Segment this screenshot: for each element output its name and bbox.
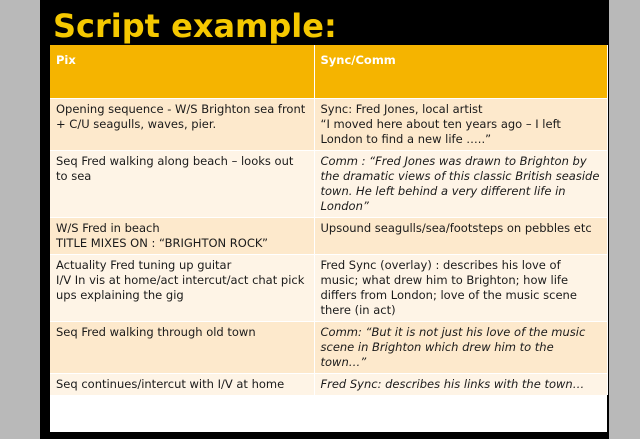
pix-cell: Seq Fred walking through old town <box>50 322 314 374</box>
script-table <box>50 45 608 395</box>
sync-comm-cell: Comm : “Fred Jones was drawn to Brighton by the dramatic views of this classic British seaside town. He left behind a very different life in London” <box>314 151 607 218</box>
slide-title: Script example: <box>53 7 337 45</box>
table-row <box>50 99 607 151</box>
table-header-row <box>50 45 607 99</box>
pix-cell: W/S Fred in beach TITLE MIXES ON : “BRIGHTON ROCK” <box>50 218 314 255</box>
header-pix: Pix <box>50 45 314 99</box>
table-row <box>50 151 607 218</box>
pix-cell: Seq Fred walking along beach – looks out to sea <box>50 151 314 218</box>
sync-comm-cell: Comm: “But it is not just his love of the music scene in Brighton which drew him to the town…” <box>314 322 607 374</box>
table-row <box>50 255 607 322</box>
sync-comm-cell: Sync: Fred Jones, local artist “I moved here about ten years ago – I left London to find a new life …..” <box>314 99 607 151</box>
script-table-container <box>50 45 607 439</box>
sync-comm-cell: Fred Sync: describes his links with the town… <box>314 374 607 396</box>
pix-cell: Actuality Fred tuning up guitar I/V In vis at home/act intercut/act chat pick ups explaining the gig <box>50 255 314 322</box>
slide <box>40 0 609 439</box>
table-row <box>50 374 607 396</box>
slide-bottom-edge <box>40 432 609 439</box>
table-row <box>50 322 607 374</box>
pix-cell: Opening sequence - W/S Brighton sea front + C/U seagulls, waves, pier. <box>50 99 314 151</box>
table-body <box>50 99 607 396</box>
sync-comm-cell: Fred Sync (overlay) : describes his love of music; what drew him to Brighton; how life differs from London; love of the music scene there (in act) <box>314 255 607 322</box>
table-row <box>50 218 607 255</box>
header-sync-comm: Sync/Comm <box>314 45 607 99</box>
pix-cell: Seq continues/intercut with I/V at home <box>50 374 314 396</box>
sync-comm-cell: Upsound seagulls/sea/footsteps on pebbles etc <box>314 218 607 255</box>
